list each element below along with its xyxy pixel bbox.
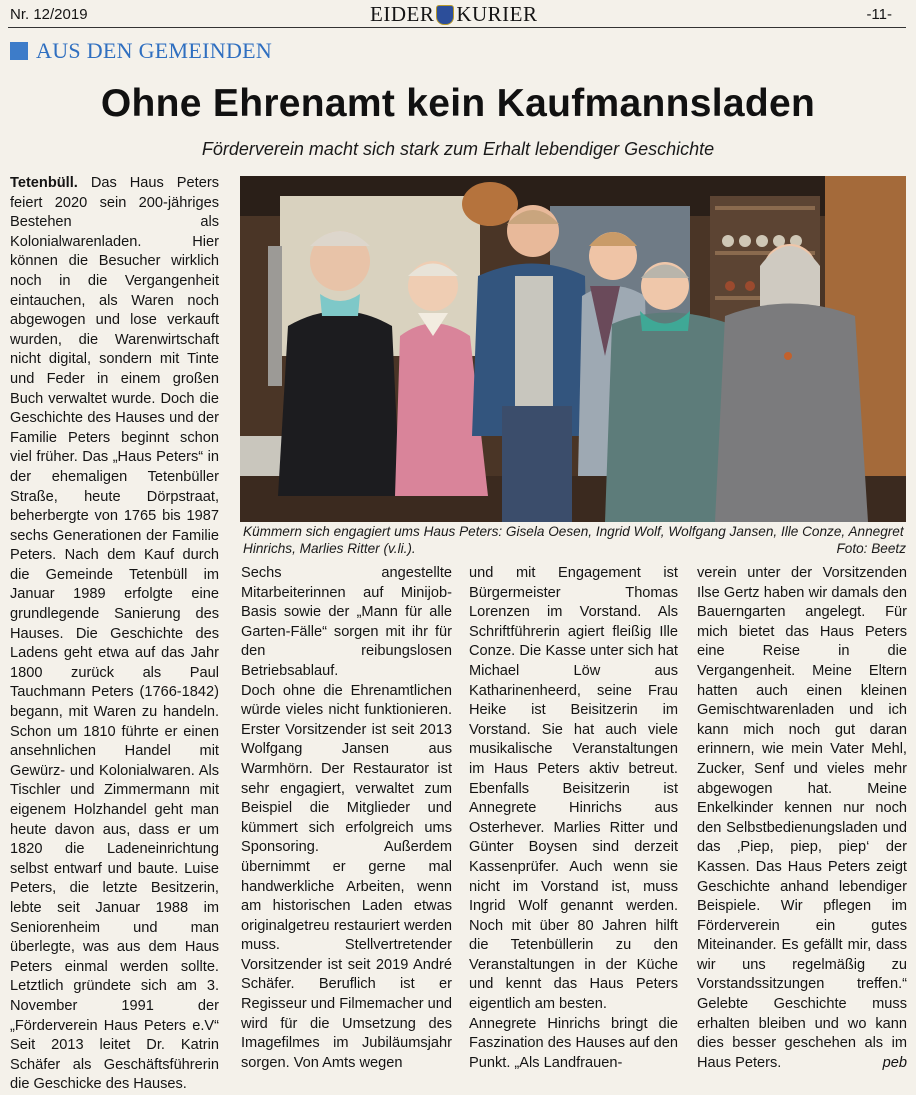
- article-column-2: [241, 564, 452, 1073]
- column-1-text: Das Haus Peters feiert 2020 sein 200-jähriges Bestehen als Kolonialwarenladen. Hier können die Besucher wirklich noch in die Vergangenheit eintauchen, als Waren noch abgewogen und lose verkauft wurden, die Warenwirtschaft nicht digital, sondern mit Tinte und Feder in einem großen Buch verwaltet wurde. Doch die Geschichte des Hauses und der Familie Peters beginnt schon viel früher. Das „Haus Peters“ in der ehemaligen Tetenbüller Straße, heute Dörpstraat, beherbergte von 1765 bis 1987 sechs Generationen der Familie Peters. Nach dem Kauf durch die Gemeinde Tetenbüll im Januar 1989 erfolgte eine grundlegende Sanierung des Hauses. Die Geschichte des Ladens geht etwa auf das Jahr 1800 zurück als Paul Tauchmann Peters (1766-1842) begann, mit Waren zu handeln. Schon um 1810 führte er einen ansehnlichen Handel mit Gewürz- und Kolonialwaren. Als Tischler und Zimmermann mit eigenem Holzhandel geht man heute davon aus, dass er um 1820 die Ladeneinrichtung selbst entwarf und baute. Luise Peters, die letzte Besitzerin, lebte seit Januar 1988 im Seniorenheim und man überlegte, was aus dem Haus Peters einmal werden sollte. Letztlich gründete sich am 3. November 1991 der „Förderverein Haus Peters e.V“ Seit 2013 leitet Dr. Katrin Schäfer als Geschäftsführerin die Geschicke des Hauses.: [10, 175, 219, 1093]
- subheadline: Förderverein macht sich stark zum Erhalt lebendiger Geschichte: [201, 139, 715, 159]
- section-square-icon: [10, 42, 28, 60]
- caption-text: Kümmern sich engagiert ums Haus Peters: Gisela Oesen, Ingrid Wolf, Wolfgang Jansen, Ille Conze, Annegret Hinrichs, Marlies Ritter (v.li.).: [243, 524, 904, 556]
- dateline-place: Tetenbüll.: [10, 175, 78, 191]
- author-initials: peb: [882, 1054, 907, 1071]
- photo-credit: Foto: Beetz: [836, 541, 906, 556]
- paragraph: [10, 174, 219, 1095]
- section-label: AUS DEN GEMEINDEN: [36, 38, 273, 63]
- column-4-text: verein unter der Vorsitzenden Ilse Gertz haben wir damals den Bauerngarten angelegt. Für mich bietet das Haus Peters eine Reise in die Vergangenheit. Meine Eltern hatten auch einen kleinen Gemischtwarenladen und ich kann mich noch gut daran erinnern, wie mein Vater Mehl, Zucker, Senf und vieles mehr abgewogen hat. Meine Enkelkinder kennen nur noch den Selbstbedienungsladen und das ‚Piep, piep, piep‘ der Kassen. Das Haus Peters zeigt Geschichte anhand lebendiger Beispiele. Wir pflegen im Förderverein ein gutes Miteinander. Es gefällt mir, dass wir uns regelmäßig zu Vorstandssitzungen treffen.“ Gelebte Geschichte muss erhalten bleiben und wo kann dies besser geschehen als im Haus Peters.: [697, 565, 907, 1071]
- headline: Ohne Ehrenamt kein Kaufmannsladen: [100, 82, 816, 125]
- article-column-1: [10, 174, 219, 1095]
- header-rule: [8, 27, 906, 28]
- group-photo: [240, 176, 906, 522]
- page-number: -11-: [866, 6, 892, 23]
- paragraph: [697, 564, 907, 1073]
- photo-caption: [243, 523, 906, 557]
- article-column-4: [697, 564, 907, 1073]
- paragraph: Annegrete Hinrichs bringt die Faszination des Hauses auf den Punkt. „Als Landfrauen-: [469, 1015, 678, 1071]
- issue-number: Nr. 12/2019: [10, 6, 88, 23]
- article-column-3: [469, 564, 678, 1073]
- paragraph: und mit Engagement ist Bürgermeister Thomas Lorenzen im Vorstand. Als Schriftführerin agiert fleißig Ille Conze. Die Kasse unter sich hat Michael Löw aus Katharinenheerd, seine Frau Heike ist Beisitzerin im Vorstand. Sie hat auch viele musikalische Veranstaltungen im Haus Peters aktiv betreut. Ebenfalls Beisitzerin ist Annegrete Hinrichs aus Osterhever. Marlies Ritter und Günter Boysen sind derzeit Kassenprüfer. Auch wenn sie nicht im Vorstand ist, muss Ingrid Wolf genannt werden. Noch mit über 80 Jahren hilft die Tetenbüllerin zu den Veranstaltungen in der Küche und kennt das Haus Peters eigentlich am besten.: [469, 565, 678, 1013]
- masthead: [370, 2, 580, 27]
- masthead-left: EIDER: [370, 2, 435, 26]
- photo-illustration: [240, 176, 906, 522]
- section-header: [10, 38, 272, 64]
- paragraph: Doch ohne die Ehrenamtlichen würde vieles nicht funktionieren. Erster Vorsitzender ist seit 2013 Wolfgang Jansen aus Warmhörn. Der Restaurator ist sehr engagiert, verwaltet zum Beispiel die Mitglieder und kümmert sich erfolgreich ums Sponsoring. Außerdem übernimmt er gerne mal handwerkliche Arbeiten, wenn am historischen Laden etwas originalgetreu restauriert werden muss. Stellvertretender Vorsitzender ist seit 2019 André Schäfer. Beruflich ist er Regisseur und Filmemacher und wird für die Umsetzung des Imagefilmes im Jubiläumsjahr sorgen. Von Amts wegen: [241, 682, 452, 1071]
- masthead-right: KURIER: [456, 2, 538, 26]
- paragraph: Sechs angestellte Mitarbeiterinnen auf Minijob-Basis sowie der „Mann für alle Garten-Fälle“ sorgen mit ihr für den reibungslosen Betriebsablauf.: [241, 565, 452, 679]
- crest-icon: [436, 5, 454, 25]
